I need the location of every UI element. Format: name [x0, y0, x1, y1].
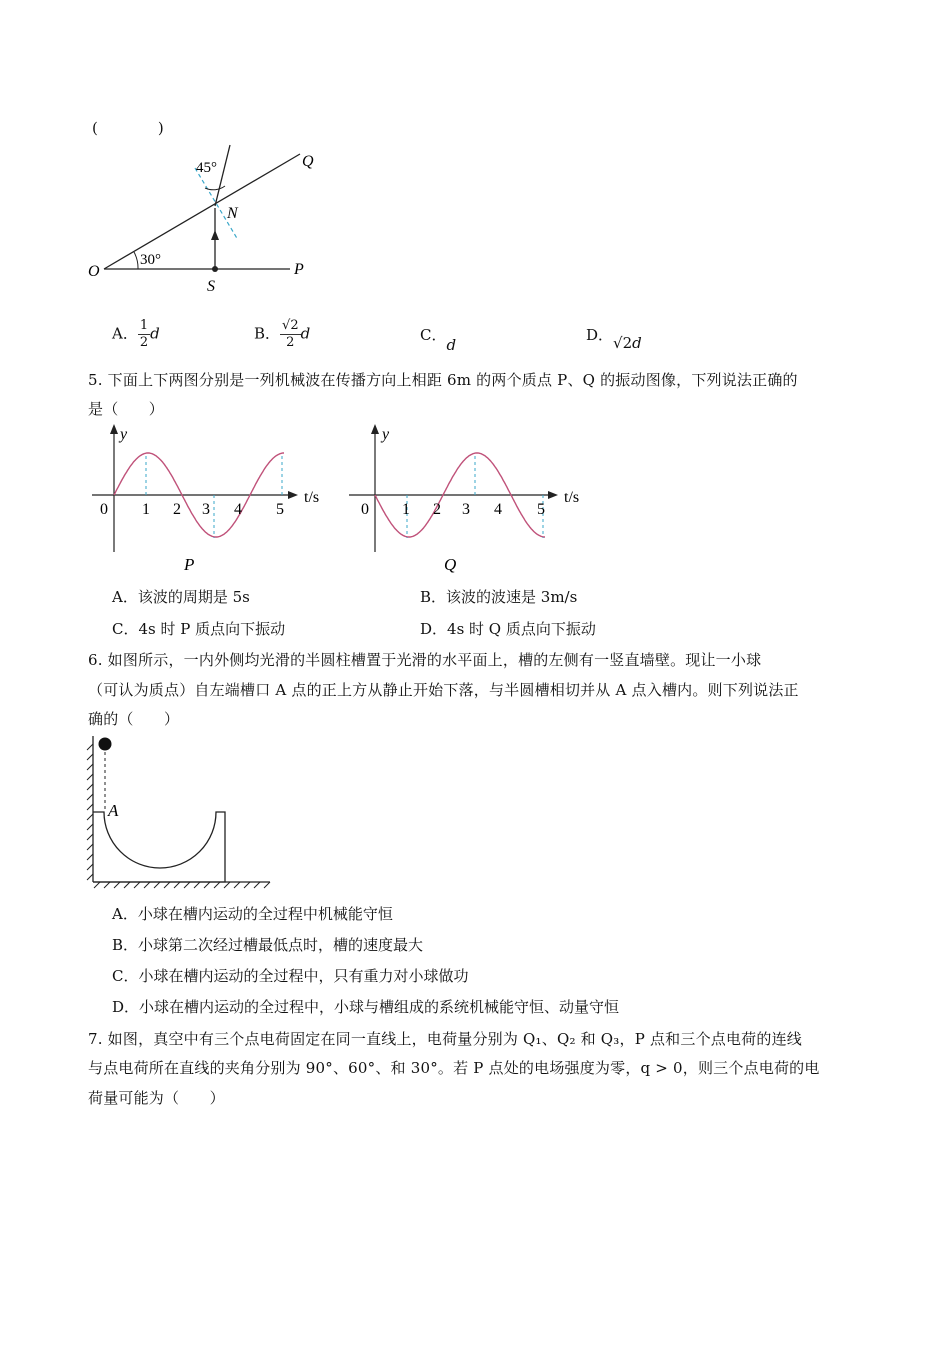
q4-option-a[interactable]: A． $\frac{1}{2}$ d — [112, 318, 160, 350]
q6-stem-line3: 确的（ ） — [88, 710, 180, 728]
angle-30-label: 30° — [140, 252, 161, 268]
q4-option-c[interactable]: C．d — [420, 326, 457, 354]
point-a-label: A — [108, 801, 119, 820]
q5-graph-p — [84, 422, 334, 577]
q7-stem-line2: 与点电荷所在直线的夹角分别为 90°、60°、和 30°。若 P 点处的电场强度为零，q > 0，则三个点电荷的电 — [88, 1059, 820, 1077]
tick-label: 5 — [276, 501, 284, 518]
q7-stem-line1: 7. 如图，真空中有三个点电荷固定在同一直线上，电荷量分别为 Q₁、Q₂ 和 Q₃，P 点和三个点电荷的连线 — [88, 1030, 802, 1048]
q4-answer-blank: ( ) — [92, 119, 164, 137]
q7-stem-line3: 荷量可能为（ ） — [88, 1089, 225, 1107]
q5-option-b[interactable]: B．该波的波速是 3m/s — [420, 588, 578, 606]
q5-graph-q — [344, 422, 594, 577]
tick-label: 0 — [100, 501, 108, 518]
q5-option-c[interactable]: C．4s 时 P 质点向下振动 — [112, 620, 286, 638]
tick-label: 1 — [402, 501, 410, 518]
tick-label: 5 — [537, 501, 545, 518]
fraction: $\frac{√2}{2}$ — [282, 318, 299, 350]
axis-y-label: y — [120, 426, 128, 443]
point-q-label: Q — [302, 153, 314, 170]
q5-stem-line2: 是（ ） — [88, 400, 165, 418]
point-p-label: P — [294, 261, 304, 278]
q6-option-b[interactable]: B．小球第二次经过槽最低点时，槽的速度最大 — [112, 936, 424, 954]
point-n-label: N — [227, 205, 238, 222]
q4-option-d[interactable]: D．√2d — [586, 326, 642, 352]
option-c-prefix: C． — [420, 326, 447, 344]
tick-label: 4 — [494, 501, 502, 518]
axis-y-label: y — [382, 426, 390, 443]
q5-option-a[interactable]: A．该波的周期是 5s — [112, 588, 250, 606]
option-b-prefix: B． — [254, 324, 281, 343]
tick-label: 2 — [173, 501, 181, 518]
point-s-label: S — [207, 278, 215, 295]
q6-option-d[interactable]: D．小球在槽内运动的全过程中，小球与槽组成的系统机械能守恒、动量守恒 — [112, 998, 620, 1016]
graph-caption-p: P — [184, 555, 195, 574]
q4-option-b[interactable]: B． $\frac{√2}{2}$ d — [254, 318, 311, 350]
q6-option-c[interactable]: C．小球在槽内运动的全过程中，只有重力对小球做功 — [112, 967, 469, 985]
graph-caption-q: Q — [444, 555, 457, 574]
tick-label: 3 — [202, 501, 210, 518]
tick-label: 4 — [234, 501, 242, 518]
q4-figure — [80, 140, 340, 300]
tick-label: 0 — [361, 501, 369, 518]
angle-45-label: 45° — [196, 160, 217, 176]
q6-stem-line2: （可认为质点）自左端槽口 A 点的正上方从静止开始下落，与半圆槽相切并从 A 点入槽内。则下列说法正 — [88, 681, 799, 699]
tick-label: 2 — [433, 501, 441, 518]
option-d-prefix: D． — [586, 326, 614, 344]
tick-label: 3 — [462, 501, 470, 518]
axis-t-label: t/s — [564, 489, 580, 506]
point-o-label: O — [88, 263, 100, 280]
axis-t-label: t/s — [304, 489, 320, 506]
tick-label: 1 — [142, 501, 150, 518]
q6-stem-line1: 6. 如图所示，一内外侧均光滑的半圆柱槽置于光滑的水平面上，槽的左侧有一竖直墙壁。现让一小球 — [88, 651, 762, 669]
q5-stem-line1: 5. 下面上下两图分别是一列机械波在传播方向上相距 6m 的两个质点 P、Q 的振动图像，下列说法正确的 — [88, 371, 798, 389]
q5-option-d[interactable]: D．4s 时 Q 质点向下振动 — [420, 620, 596, 638]
q6-option-a[interactable]: A．小球在槽内运动的全过程中机械能守恒 — [112, 905, 393, 923]
q6-figure — [84, 732, 276, 892]
option-a-prefix: A． — [112, 324, 138, 343]
fraction: $\frac{1}{2}$ — [139, 318, 149, 350]
